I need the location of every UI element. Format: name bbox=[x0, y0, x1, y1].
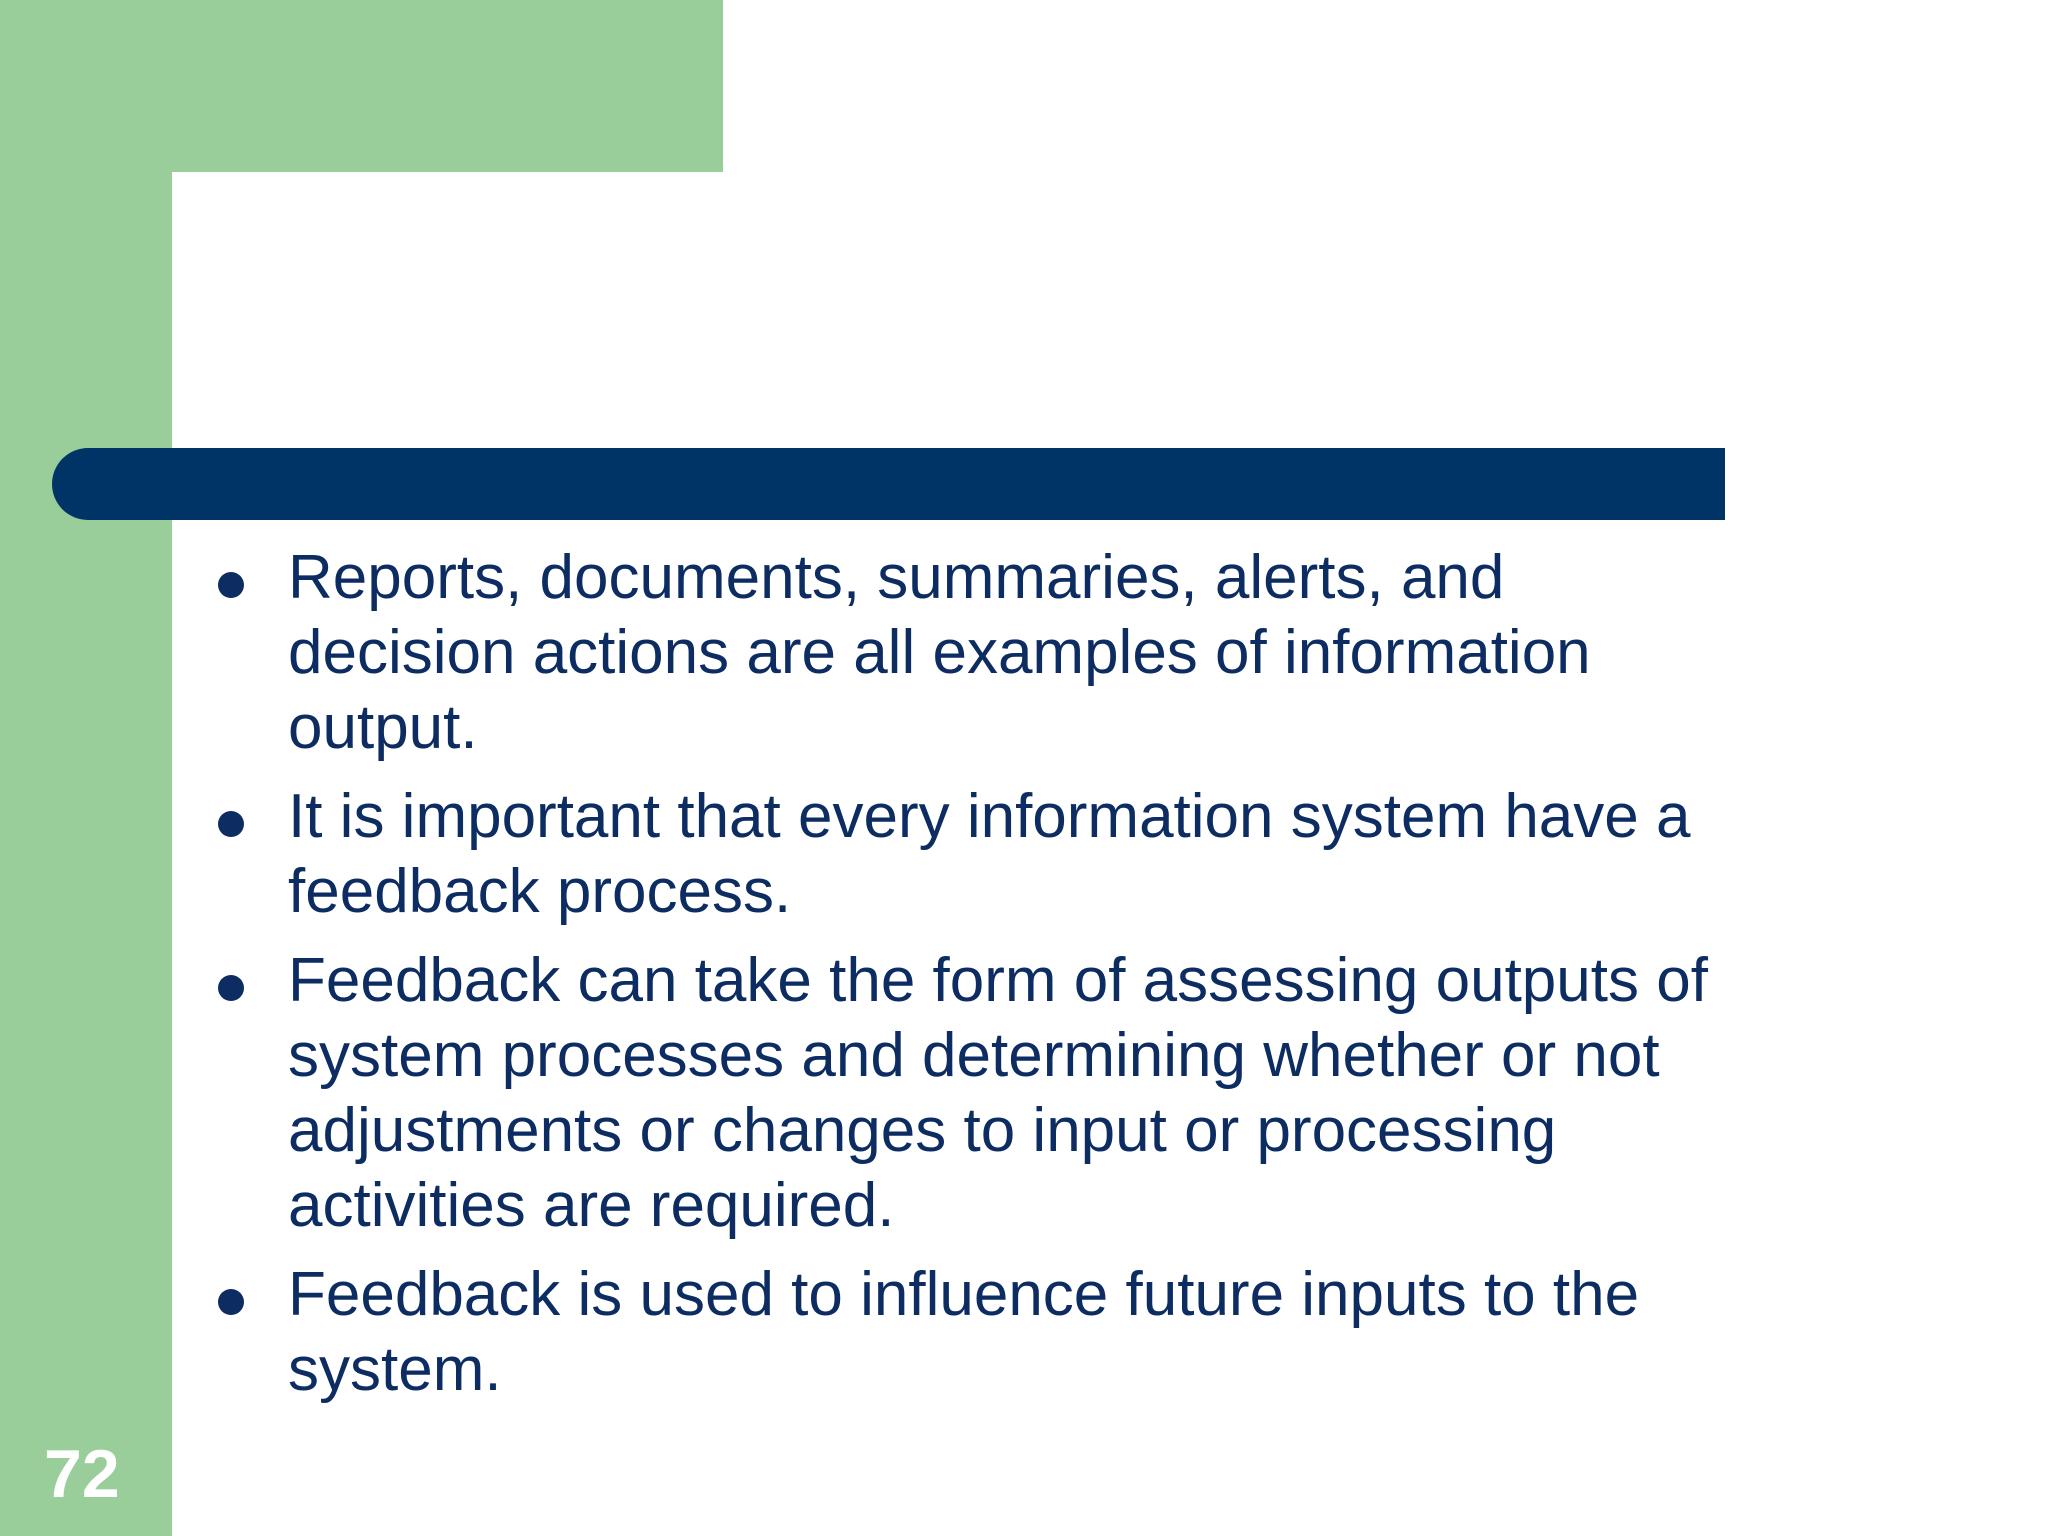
bullet-text: Feedback is used to influence future inputs to the system. bbox=[288, 1260, 1640, 1404]
bullet-dot-icon bbox=[218, 811, 244, 837]
bullet-item bbox=[208, 779, 1908, 929]
page-number: 72 bbox=[44, 1436, 120, 1512]
bullet-dot-icon bbox=[218, 975, 244, 1001]
bullet-list bbox=[208, 540, 1908, 1407]
bullet-text: It is important that every information system have a feedback process. bbox=[288, 782, 1691, 926]
title-bar bbox=[52, 448, 1725, 520]
bullet-item bbox=[208, 1257, 1908, 1407]
bullet-dot-icon bbox=[218, 572, 244, 598]
bullet-text: Reports, documents, summaries, alerts, and decision actions are all examples of information output. bbox=[288, 543, 1591, 762]
bullet-item bbox=[208, 943, 1908, 1243]
bullet-dot-icon bbox=[218, 1289, 244, 1315]
slide-content bbox=[208, 540, 1908, 1421]
green-left-band bbox=[0, 0, 172, 1536]
bullet-text: Feedback can take the form of assessing outputs of system processes and determining whether or not adjustments or changes to input or processing activities are required. bbox=[288, 946, 1708, 1240]
bullet-item bbox=[208, 540, 1908, 765]
